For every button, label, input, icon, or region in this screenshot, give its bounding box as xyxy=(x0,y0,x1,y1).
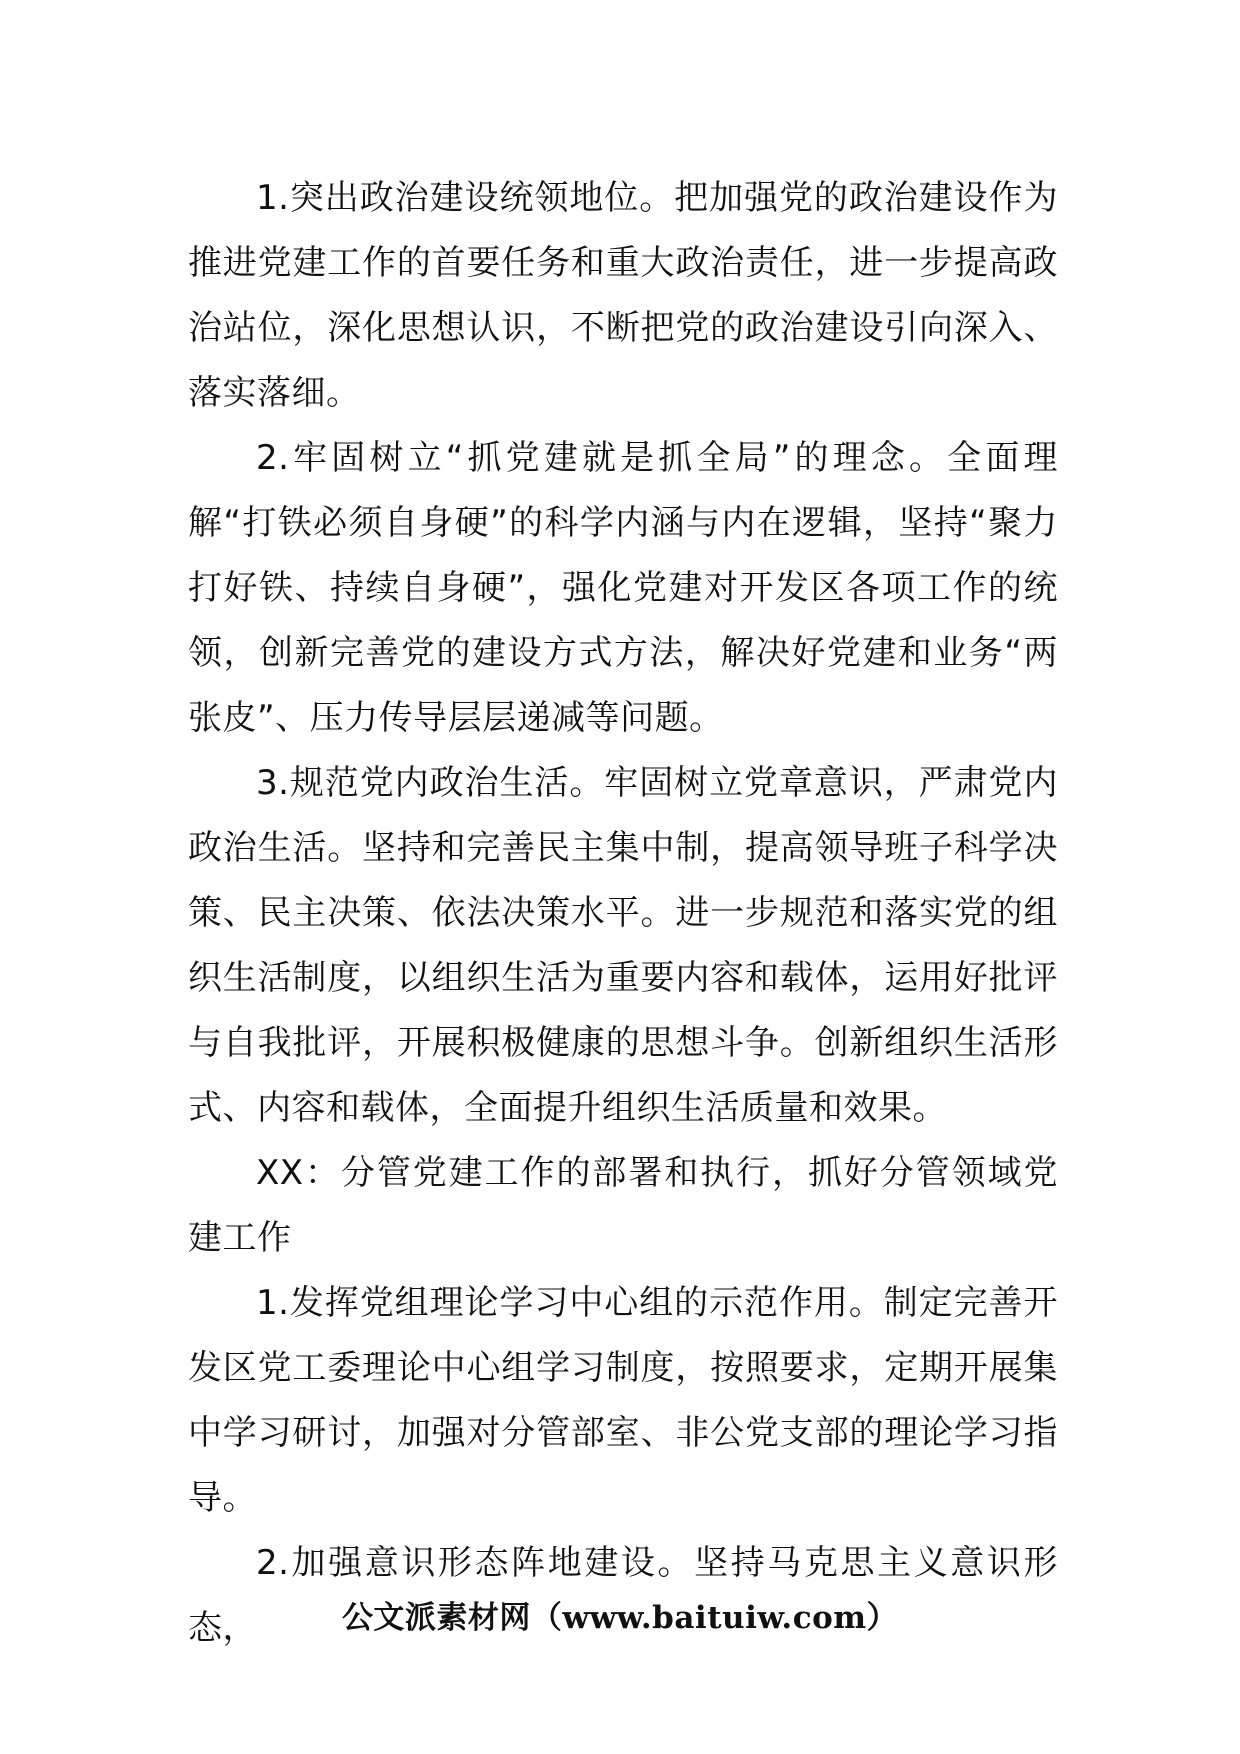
document-body xyxy=(188,166,1058,1661)
paragraph-5: 2.加强意识形态阵地建设。坚持马克思主义意识形态， xyxy=(188,1543,1058,1648)
section-heading: XX：分管党建工作的部署和执行，抓好分管领域党建工作 xyxy=(188,1153,1058,1258)
paragraph-2: 2.牢固树立“抓党建就是抓全局”的理念。全面理解“打铁必须自身硬”的科学内涵与内在逻辑，坚持“聚力打好铁、持续自身硬”，强化党建对开发区各项工作的统领，创新完善党的建设方式方法，解决好党建和业务“两张皮”、压力传导层层递减等问题。 xyxy=(188,438,1058,738)
footer-watermark: 公文派素材网（www.baituiw.com） xyxy=(341,1600,899,1636)
paragraph-3: 3.规范党内政治生活。牢固树立党章意识，严肃党内政治生活。坚持和完善民主集中制，提高领导班子科学决策、民主决策、依法决策水平。进一步规范和落实党的组织生活制度，以组织生活为重要内容和载体，运用好批评与自我批评，开展积极健康的思想斗争。创新组织生活形式、内容和载体，全面提升组织生活质量和效果。 xyxy=(188,763,1058,1128)
paragraph-4: 1.发挥党组理论学习中心组的示范作用。制定完善开发区党工委理论中心组学习制度，按照要求，定期开展集中学习研讨，加强对分管部室、非公党支部的理论学习指导。 xyxy=(188,1283,1058,1518)
paragraph-1: 1.突出政治建设统领地位。把加强党的政治建设作为推进党建工作的首要任务和重大政治责任，进一步提高政治站位，深化思想认识，不断把党的政治建设引向深入、落实落细。 xyxy=(188,178,1058,413)
